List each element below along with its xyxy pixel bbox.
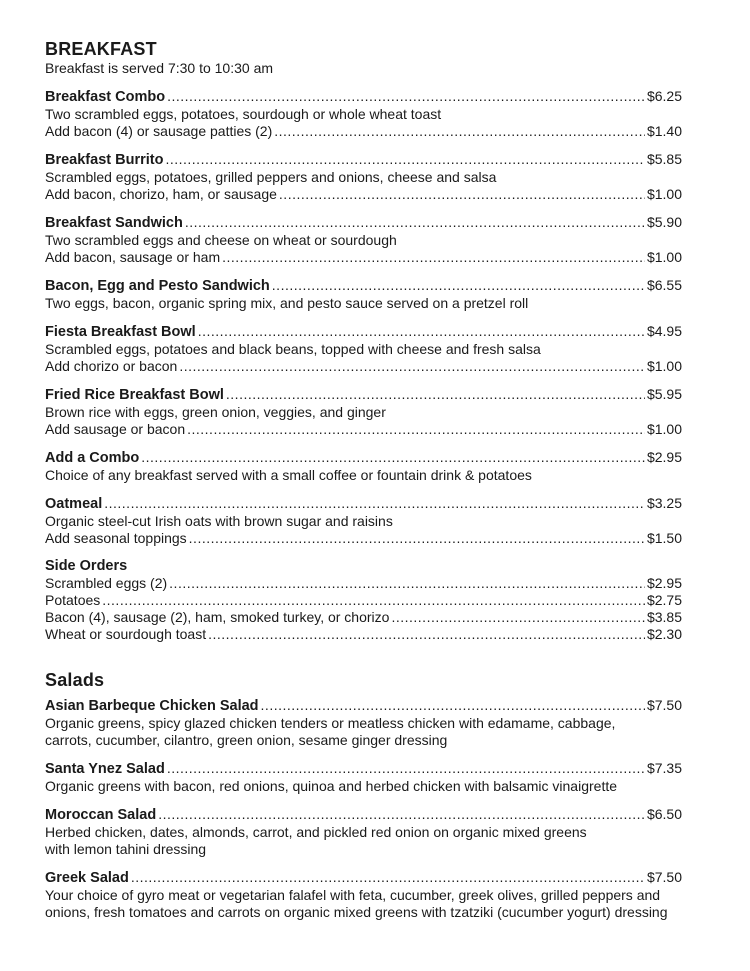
addon-text: Bacon (4), sausage (2), ham, smoked turkey, or chorizo (45, 609, 390, 625)
addon-line (45, 530, 682, 547)
item-price: $2.95 (646, 575, 682, 591)
addon-text: Add seasonal toppings (45, 530, 187, 546)
item-description: Two eggs, bacon, organic spring mix, and pesto sauce served on a pretzel roll (45, 295, 529, 311)
item-name: Fiesta Breakfast Bowl (45, 324, 196, 340)
menu-item (45, 323, 682, 375)
item-price: $6.25 (646, 88, 682, 104)
dot-leader (167, 760, 645, 777)
addon-line (45, 123, 682, 140)
item-description: Brown rice with eggs, green onion, veggies, and ginger (45, 404, 386, 420)
menu-item (45, 869, 682, 921)
item-description: Organic greens, spicy glazed chicken tenders or meatless chicken with edamame, cabbage, (45, 715, 616, 731)
item-price: $1.00 (646, 421, 682, 437)
dot-leader (141, 449, 645, 466)
dot-leader (198, 323, 645, 340)
item-description: carrots, cucumber, cilantro, green onion, sesame ginger dressing (45, 732, 448, 748)
side-order-line (45, 609, 682, 626)
item-price: $4.95 (646, 323, 682, 339)
item-description: onions, fresh tomatoes and carrots on organic mixed greens with tzatziki (cucumber yogurt) dressing (45, 904, 668, 920)
item-name: Breakfast Sandwich (45, 215, 183, 231)
item-price: $1.00 (646, 186, 682, 202)
dot-leader (272, 277, 645, 294)
salads-section (45, 669, 682, 921)
item-line (45, 869, 682, 887)
menu-item (45, 386, 682, 438)
item-name: Asian Barbeque Chicken Salad (45, 698, 259, 714)
addon-text: Add bacon (4) or sausage patties (2) (45, 123, 273, 139)
dot-leader (391, 609, 645, 626)
addon-line (45, 186, 682, 203)
item-price: $5.85 (646, 151, 682, 167)
addon-text: Potatoes (45, 592, 101, 608)
section-title: Salads (45, 670, 105, 690)
addon-line (45, 421, 682, 438)
breakfast-section (45, 38, 682, 643)
item-line (45, 88, 682, 106)
item-line (45, 214, 682, 232)
item-line (45, 760, 682, 778)
addon-text: Scrambled eggs (2) (45, 575, 168, 591)
item-description: with lemon tahini dressing (45, 841, 207, 857)
item-price: $7.50 (646, 697, 682, 713)
item-name: Greek Salad (45, 870, 129, 886)
item-price: $6.50 (646, 806, 682, 822)
item-price: $5.90 (646, 214, 682, 230)
menu-item (45, 449, 682, 484)
dot-leader (208, 626, 645, 643)
item-price: $1.00 (646, 249, 682, 265)
section-subtitle: Breakfast is served 7:30 to 10:30 am (45, 60, 274, 76)
item-name: Fried Rice Breakfast Bowl (45, 387, 224, 403)
item-description: Two scrambled eggs, potatoes, sourdough or whole wheat toast (45, 106, 442, 122)
dot-leader (167, 88, 645, 105)
addon-line (45, 249, 682, 266)
menu-item (45, 214, 682, 266)
menu-item (45, 697, 682, 749)
item-line (45, 495, 682, 513)
menu-item (45, 806, 682, 858)
side-order-line (45, 592, 682, 609)
item-price: $2.75 (646, 592, 682, 608)
section-title: BREAKFAST (45, 39, 157, 59)
dot-leader (222, 249, 645, 266)
item-price: $5.95 (646, 386, 682, 402)
item-line (45, 449, 682, 467)
item-description: Herbed chicken, dates, almonds, carrot, and pickled red onion on organic mixed greens (45, 824, 587, 840)
item-description: Two scrambled eggs and cheese on wheat or sourdough (45, 232, 397, 248)
item-line (45, 386, 682, 404)
dot-leader (185, 214, 645, 231)
item-description: Scrambled eggs, potatoes and black beans, topped with cheese and fresh salsa (45, 341, 541, 357)
item-line (45, 806, 682, 824)
side-order-line (45, 575, 682, 592)
dot-leader (158, 806, 645, 823)
item-line (45, 697, 682, 715)
item-name: Santa Ynez Salad (45, 761, 165, 777)
addon-text: Add sausage or bacon (45, 421, 186, 437)
item-name: Side Orders (45, 558, 128, 574)
item-price: $7.50 (646, 869, 682, 885)
dot-leader (261, 697, 645, 714)
item-price: $3.85 (646, 609, 682, 625)
item-description: Choice of any breakfast served with a small coffee or fountain drink & potatoes (45, 467, 532, 483)
dot-leader (102, 592, 645, 609)
item-name: Oatmeal (45, 496, 103, 512)
item-name: Moroccan Salad (45, 807, 157, 823)
addon-text: Add bacon, sausage or ham (45, 249, 221, 265)
item-name: Breakfast Combo (45, 89, 166, 105)
menu-item (45, 277, 682, 312)
dot-leader (187, 421, 645, 438)
menu-item (45, 151, 682, 203)
addon-text: Wheat or sourdough toast (45, 626, 207, 642)
item-line (45, 151, 682, 169)
item-price: $7.35 (646, 760, 682, 776)
dot-leader (104, 495, 645, 512)
dot-leader (226, 386, 645, 403)
dot-leader (131, 869, 645, 886)
addon-text: Add bacon, chorizo, ham, or sausage (45, 186, 277, 202)
item-price: $6.55 (646, 277, 682, 293)
dot-leader (274, 123, 645, 140)
item-description: Organic greens with bacon, red onions, quinoa and herbed chicken with balsamic vinaigrette (45, 778, 618, 794)
item-price: $2.95 (646, 449, 682, 465)
addon-text: Add chorizo or bacon (45, 358, 178, 374)
dot-leader (279, 186, 645, 203)
item-name: Add a Combo (45, 450, 140, 466)
menu-item (45, 760, 682, 795)
item-line (45, 277, 682, 295)
item-name: Breakfast Burrito (45, 152, 164, 168)
dot-leader (165, 151, 645, 168)
dot-leader (169, 575, 645, 592)
item-price: $1.00 (646, 358, 682, 374)
dot-leader (179, 358, 645, 375)
menu-item (45, 495, 682, 547)
item-price: $1.40 (646, 123, 682, 139)
side-order-line (45, 626, 682, 643)
item-description: Organic steel-cut Irish oats with brown sugar and raisins (45, 513, 393, 529)
dot-leader (189, 530, 645, 547)
item-line (45, 323, 682, 341)
item-description: Your choice of gyro meat or vegetarian falafel with feta, cucumber, greek olives, grilled peppers and (45, 887, 661, 903)
item-name: Bacon, Egg and Pesto Sandwich (45, 278, 270, 294)
item-price: $1.50 (646, 530, 682, 546)
menu-page (45, 38, 682, 932)
side-orders (45, 558, 682, 643)
addon-line (45, 358, 682, 375)
item-price: $2.30 (646, 626, 682, 642)
menu-item (45, 88, 682, 140)
item-price: $3.25 (646, 495, 682, 511)
item-description: Scrambled eggs, potatoes, grilled peppers and onions, cheese and salsa (45, 169, 497, 185)
